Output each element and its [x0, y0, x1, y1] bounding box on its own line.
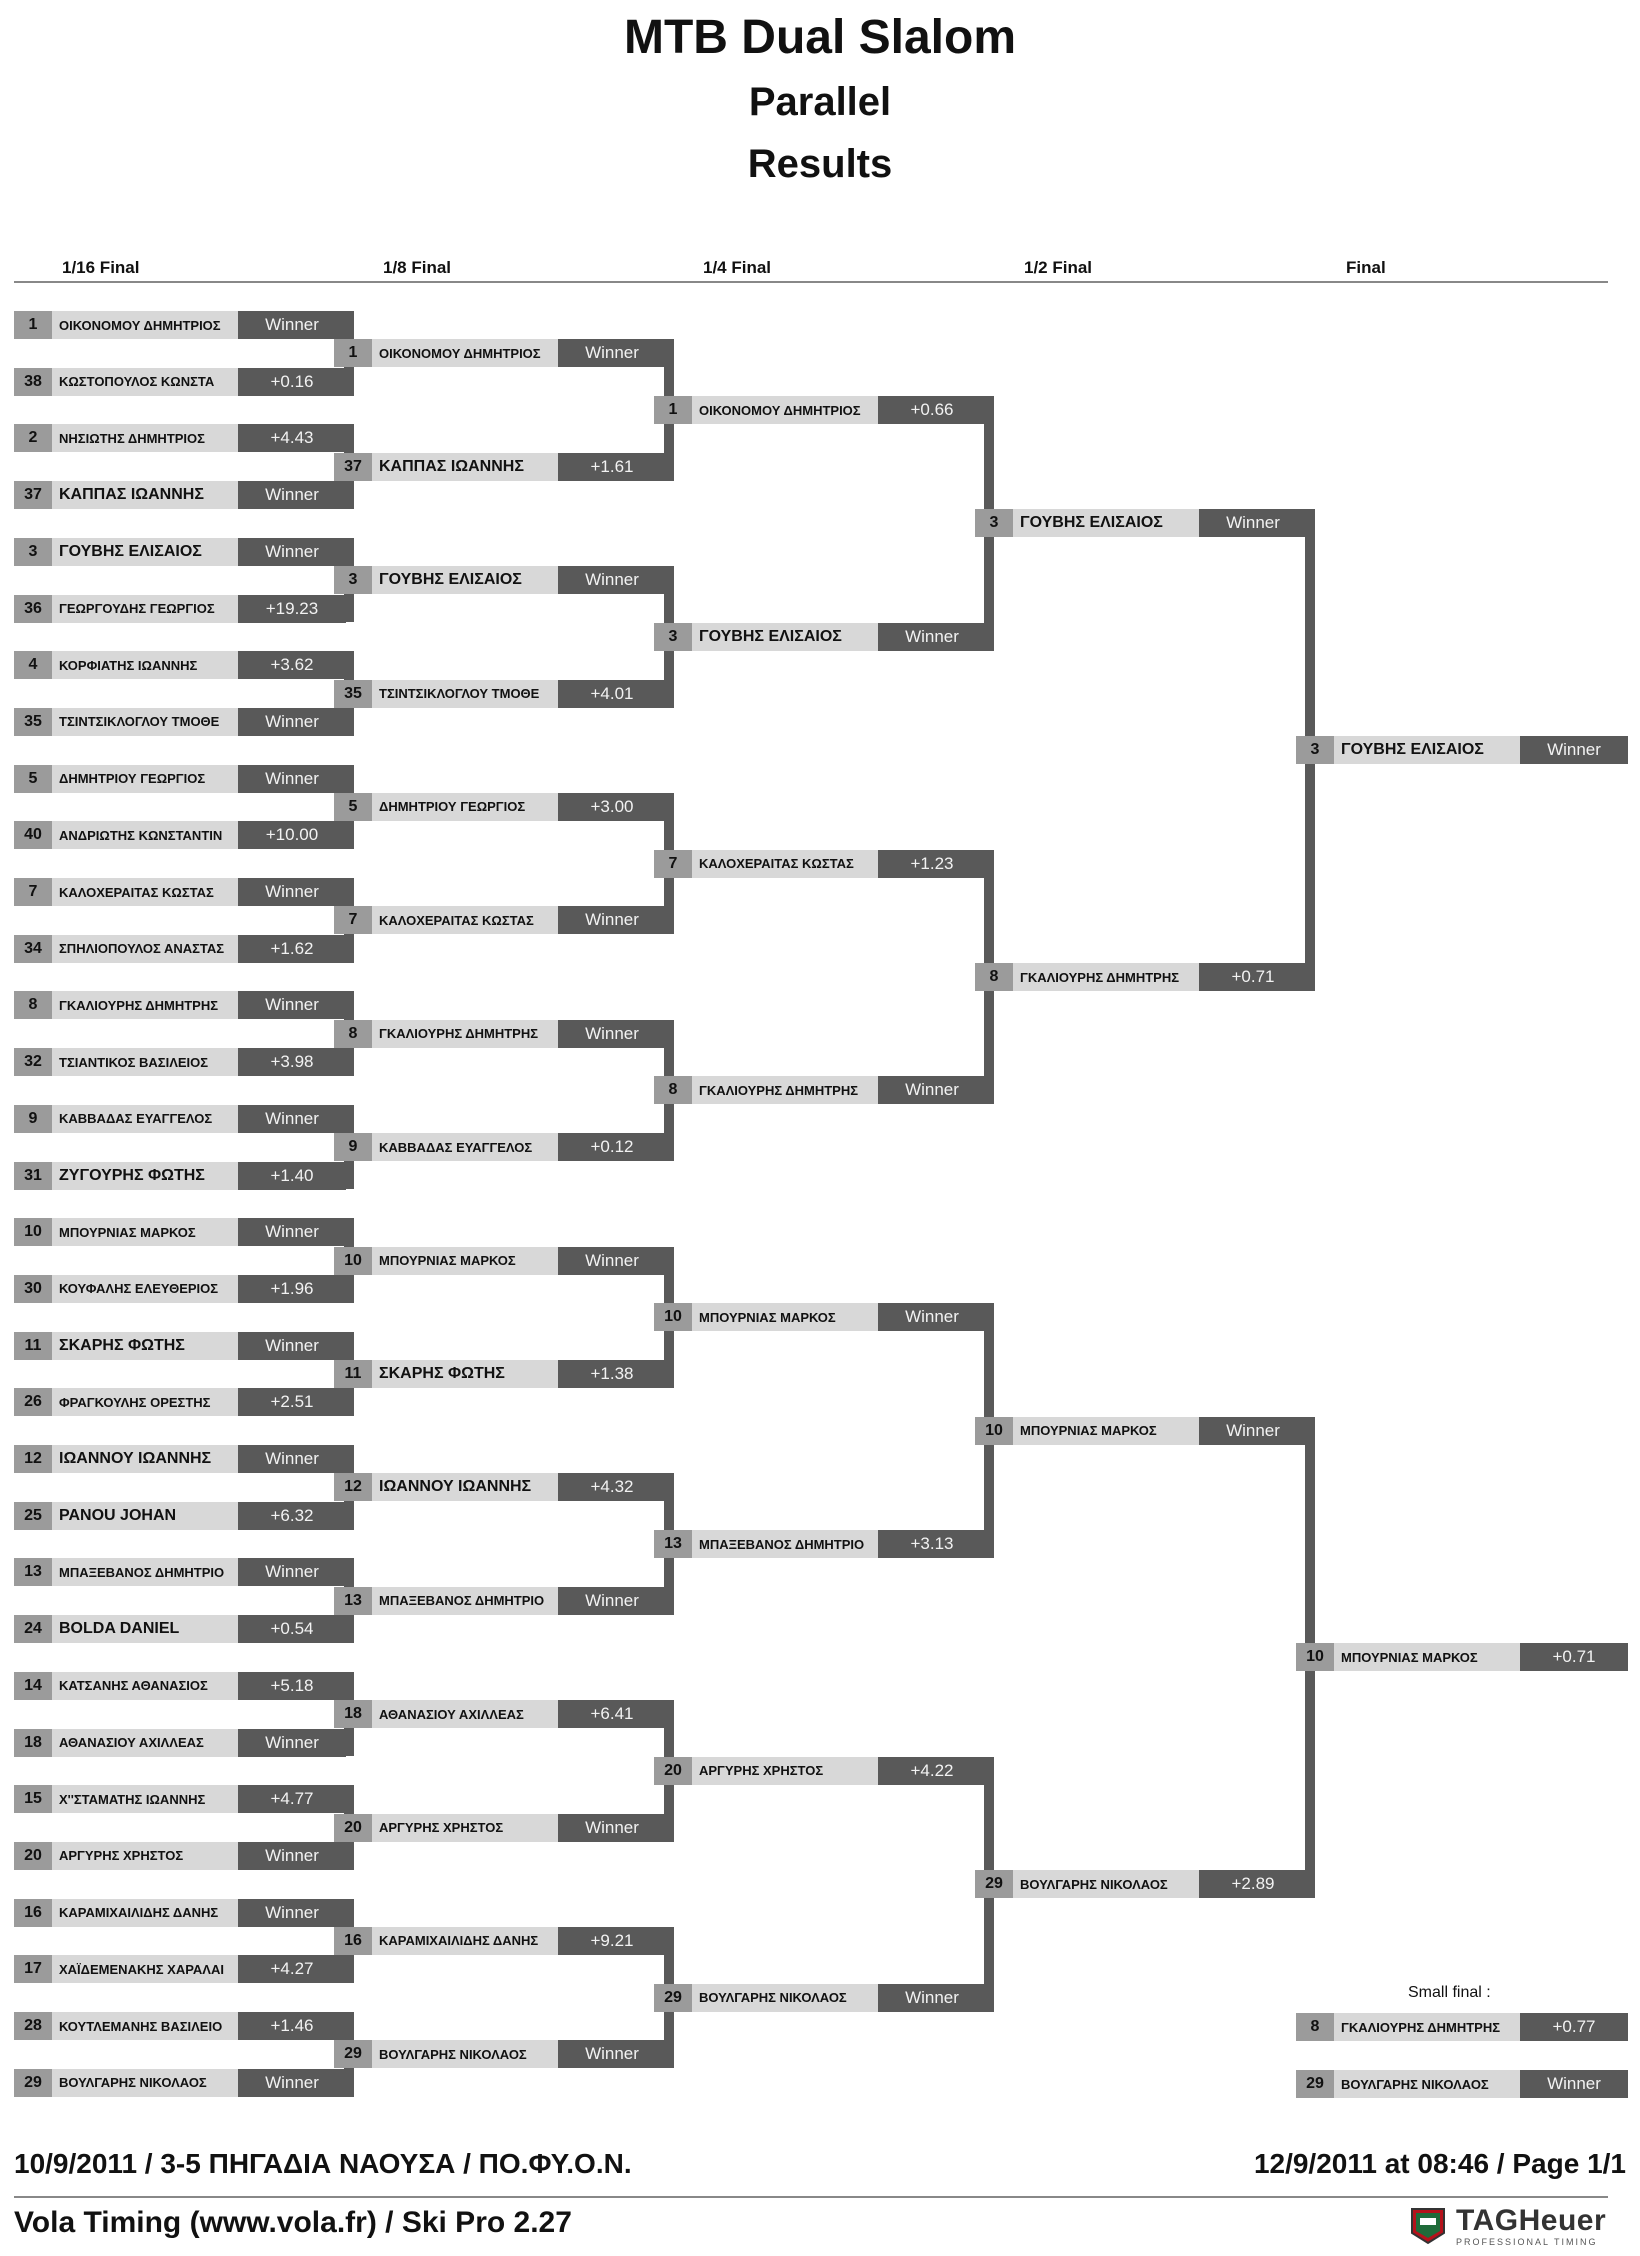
- bib-number: 5: [14, 765, 52, 793]
- race-result: Winner: [238, 2069, 346, 2097]
- race-result: Winner: [238, 1558, 346, 1586]
- bracket-entry-round-4: [975, 963, 1307, 991]
- race-result: Winner: [558, 566, 666, 594]
- race-result: +2.89: [1199, 1870, 1307, 1898]
- bib-number: 10: [1296, 1643, 1334, 1671]
- bib-number: 8: [14, 991, 52, 1019]
- tag-heuer-logo: [1410, 2204, 1628, 2248]
- bracket-entry-round-4: [975, 1417, 1307, 1445]
- round-label-1-4: 1/4 Final: [703, 258, 772, 277]
- software-credit: Vola Timing (www.vola.fr) / Ski Pro 2.27: [14, 2206, 572, 2239]
- rider-name: ΑΘΑΝΑΣΙΟΥ ΑΧΙΛΛΕΑΣ: [372, 1700, 558, 1728]
- bracket-entry-round-1: [14, 2069, 346, 2097]
- bib-number: 18: [334, 1700, 372, 1728]
- bib-number: 3: [334, 566, 372, 594]
- bracket-entry-round-2: [334, 1133, 666, 1161]
- bracket-entry-round-2: [334, 1247, 666, 1275]
- bracket-entry-round-3: [654, 1530, 986, 1558]
- bracket-entry-round-2: [334, 566, 666, 594]
- rider-name: ΤΣΙΝΤΣΙΚΛΟΓΛΟΥ ΤΜΟΘΕ: [372, 680, 558, 708]
- small-final-entry: [1296, 2013, 1628, 2041]
- rider-name: ΑΡΓΥΡΗΣ ΧΡΗΣΤΟΣ: [372, 1814, 558, 1842]
- bib-number: 24: [14, 1615, 52, 1643]
- race-result: +9.21: [558, 1927, 666, 1955]
- bracket-entry-round-2: [334, 1360, 666, 1388]
- race-result: +3.98: [238, 1048, 346, 1076]
- race-result: +4.77: [238, 1785, 346, 1813]
- bib-number: 20: [14, 1842, 52, 1870]
- rider-name: ΓΕΩΡΓΟΥΔΗΣ ΓΕΩΡΓΙΟΣ: [52, 595, 238, 623]
- bracket-entry-round-1: [14, 311, 346, 339]
- rider-name: ΓΟΥΒΗΣ ΕΛΙΣΑΙΟΣ: [1334, 736, 1520, 764]
- race-result: +3.62: [238, 651, 346, 679]
- bib-number: 10: [654, 1303, 692, 1331]
- rider-name: ΒΟΥΛΓΑΡΗΣ ΝΙΚΟΛΑΟΣ: [1013, 1870, 1199, 1898]
- race-result: +4.01: [558, 680, 666, 708]
- rider-name: ΓΚΑΛΙΟΥΡΗΣ ΔΗΜΗΤΡΗΣ: [1334, 2013, 1520, 2041]
- race-result: Winner: [238, 765, 346, 793]
- race-result: +2.51: [238, 1388, 346, 1416]
- race-result: +1.62: [238, 935, 346, 963]
- bracket-entry-round-1: [14, 481, 346, 509]
- bracket-entry-round-2: [334, 1020, 666, 1048]
- bracket-entry-round-1: [14, 1558, 346, 1586]
- footer-event-info: 10/9/2011 / 3-5 ΠΗΓΑΔΙΑ ΝΑΟΥΣΑ / ΠΟ.ΦΥ.Ο.Ν.: [14, 2148, 632, 2179]
- bib-number: 13: [654, 1530, 692, 1558]
- bib-number: 37: [334, 453, 372, 481]
- rider-name: ΣΚΑΡΗΣ ΦΩΤΗΣ: [372, 1360, 558, 1388]
- race-result: Winner: [558, 2040, 666, 2068]
- round-label-1-8: 1/8 Final: [383, 258, 452, 277]
- bracket-entry-round-1: [14, 878, 346, 906]
- round-label-1-2: 1/2 Final: [1024, 258, 1093, 277]
- bib-number: 29: [975, 1870, 1013, 1898]
- rider-name: ΚΟΡΦΙΑΤΗΣ ΙΩΑΝΝΗΣ: [52, 651, 238, 679]
- bib-number: 38: [14, 368, 52, 396]
- bracket-entry-round-1: [14, 1445, 346, 1473]
- rider-name: ΓΚΑΛΙΟΥΡΗΣ ΔΗΜΗΤΡΗΣ: [372, 1020, 558, 1048]
- bib-number: 29: [654, 1984, 692, 2012]
- bib-number: 36: [14, 595, 52, 623]
- rider-name: ΚΑΛΟΧΕΡΑΙΤΑΣ ΚΩΣΤΑΣ: [372, 906, 558, 934]
- bracket-entry-round-4: [975, 1870, 1307, 1898]
- bracket-entry-round-3: [654, 396, 986, 424]
- rider-name: ΙΩΑΝΝΟΥ ΙΩΑΝΝΗΣ: [372, 1473, 558, 1501]
- rider-name: ΜΠΑΞΕΒΑΝΟΣ ΔΗΜΗΤΡΙΟ: [52, 1558, 238, 1586]
- bracket-entry-round-3: [654, 623, 986, 651]
- round-label-1-16: 1/16 Final: [62, 258, 140, 277]
- bib-number: 9: [334, 1133, 372, 1161]
- rider-name: ΚΑΠΠΑΣ ΙΩΑΝΝΗΣ: [52, 481, 238, 509]
- race-result: +6.41: [558, 1700, 666, 1728]
- race-result: +1.23: [878, 850, 986, 878]
- bracket-entry-round-1: [14, 991, 346, 1019]
- race-result: +0.71: [1199, 963, 1307, 991]
- race-result: +19.23: [238, 595, 346, 623]
- bib-number: 8: [654, 1076, 692, 1104]
- bib-number: 12: [334, 1473, 372, 1501]
- bib-number: 9: [14, 1105, 52, 1133]
- race-result: +3.00: [558, 793, 666, 821]
- bracket-entry-round-1: [14, 1388, 346, 1416]
- rider-name: ΓΚΑΛΙΟΥΡΗΣ ΔΗΜΗΤΡΗΣ: [692, 1076, 878, 1104]
- race-result: Winner: [238, 1729, 346, 1757]
- bib-number: 32: [14, 1048, 52, 1076]
- bracket-entry-round-1: [14, 765, 346, 793]
- race-result: Winner: [1199, 509, 1307, 537]
- round-label-final: Final: [1346, 258, 1386, 277]
- rider-name: ΟΙΚΟΝΟΜΟΥ ΔΗΜΗΤΡΙΟΣ: [372, 339, 558, 367]
- bib-number: 13: [334, 1587, 372, 1615]
- rider-name: ΝΗΣΙΩΤΗΣ ΔΗΜΗΤΡΙΟΣ: [52, 424, 238, 452]
- race-result: Winner: [238, 538, 346, 566]
- rider-name: ΜΠΟΥΡΝΙΑΣ ΜΑΡΚΟΣ: [1013, 1417, 1199, 1445]
- race-result: Winner: [878, 1076, 986, 1104]
- bib-number: 20: [654, 1757, 692, 1785]
- bib-number: 7: [334, 906, 372, 934]
- race-result: Winner: [558, 1247, 666, 1275]
- bib-number: 8: [334, 1020, 372, 1048]
- rider-name: ΟΙΚΟΝΟΜΟΥ ΔΗΜΗΤΡΙΟΣ: [52, 311, 238, 339]
- race-result: Winner: [558, 1020, 666, 1048]
- race-result: +0.54: [238, 1615, 346, 1643]
- race-result: Winner: [558, 339, 666, 367]
- bracket-entry-round-1: [14, 368, 346, 396]
- race-result: +4.32: [558, 1473, 666, 1501]
- bracket-entry-round-1: [14, 821, 346, 849]
- race-result: Winner: [238, 311, 346, 339]
- bracket-entry-round-4: [975, 509, 1307, 537]
- bib-number: 26: [14, 1388, 52, 1416]
- race-result: +0.12: [558, 1133, 666, 1161]
- bib-number: 3: [975, 509, 1013, 537]
- race-result: Winner: [1520, 2070, 1628, 2098]
- rider-name: PANOU JOHAN: [52, 1502, 238, 1530]
- rider-name: ΒΟΥΛΓΑΡΗΣ ΝΙΚΟΛΑΟΣ: [372, 2040, 558, 2068]
- bracket-entry-round-1: [14, 1672, 346, 1700]
- rider-name: ΑΝΔΡΙΩΤΗΣ ΚΩΝΣΤΑΝΤΙΝ: [52, 821, 238, 849]
- bracket-entry-round-3: [654, 1076, 986, 1104]
- race-result: +4.43: [238, 424, 346, 452]
- rider-name: ΔΗΜΗΤΡΙΟΥ ΓΕΩΡΓΙΟΣ: [52, 765, 238, 793]
- bib-number: 14: [14, 1672, 52, 1700]
- bracket-entry-round-1: [14, 1162, 346, 1190]
- bib-number: 10: [334, 1247, 372, 1275]
- rider-name: ΜΠΑΞΕΒΑΝΟΣ ΔΗΜΗΤΡΙΟ: [692, 1530, 878, 1558]
- page-subtitle: Parallel: [748, 80, 892, 124]
- race-result: Winner: [238, 878, 346, 906]
- bib-number: 3: [1296, 736, 1334, 764]
- race-result: Winner: [558, 1587, 666, 1615]
- race-result: +4.22: [878, 1757, 986, 1785]
- rider-name: ΚΑΒΒΑΔΑΣ ΕΥΑΓΓΕΛΟΣ: [372, 1133, 558, 1161]
- rider-name: ΚΑΡΑΜΙΧΑΙΛΙΔΗΣ ΔΑΝΗΣ: [372, 1927, 558, 1955]
- race-result: +1.46: [238, 2012, 346, 2040]
- race-result: Winner: [878, 1303, 986, 1331]
- small-final-label: Small final :: [1408, 1984, 1491, 2001]
- logo-subtitle: PROFESSIONAL TIMING: [1456, 2236, 1598, 2247]
- rider-name: ΙΩΑΝΝΟΥ ΙΩΑΝΝΗΣ: [52, 1445, 238, 1473]
- logo-wordmark: TAGHeuer: [1456, 2203, 1607, 2237]
- race-result: Winner: [238, 1842, 346, 1870]
- race-result: +6.32: [238, 1502, 346, 1530]
- bib-number: 20: [334, 1814, 372, 1842]
- bib-number: 8: [975, 963, 1013, 991]
- race-result: Winner: [878, 623, 986, 651]
- bracket-entry-round-1: [14, 1048, 346, 1076]
- race-result: Winner: [238, 708, 346, 736]
- race-result: Winner: [238, 1332, 346, 1360]
- rider-name: ΒΟΥΛΓΑΡΗΣ ΝΙΚΟΛΑΟΣ: [52, 2069, 238, 2097]
- race-result: +4.27: [238, 1955, 346, 1983]
- header-divider: [14, 281, 1608, 283]
- bib-number: 34: [14, 935, 52, 963]
- bracket-entry-round-1: [14, 1275, 346, 1303]
- bib-number: 40: [14, 821, 52, 849]
- bib-number: 11: [334, 1360, 372, 1388]
- rider-name: ΓΚΑΛΙΟΥΡΗΣ ΔΗΜΗΤΡΗΣ: [52, 991, 238, 1019]
- rider-name: BOLDA DANIEL: [52, 1615, 238, 1643]
- rider-name: ΑΡΓΥΡΗΣ ΧΡΗΣΤΟΣ: [52, 1842, 238, 1870]
- race-result: Winner: [238, 1445, 346, 1473]
- rider-name: ΓΟΥΒΗΣ ΕΛΙΣΑΙΟΣ: [1013, 509, 1199, 537]
- bib-number: 1: [654, 396, 692, 424]
- footer-divider: [14, 2196, 1608, 2198]
- bracket-entry-round-1: [14, 651, 346, 679]
- rider-name: ΑΡΓΥΡΗΣ ΧΡΗΣΤΟΣ: [692, 1757, 878, 1785]
- rider-name: ΦΡΑΓΚΟΥΛΗΣ ΟΡΕΣΤΗΣ: [52, 1388, 238, 1416]
- rider-name: ΚΑΒΒΑΔΑΣ ΕΥΑΓΓΕΛΟΣ: [52, 1105, 238, 1133]
- bib-number: 29: [14, 2069, 52, 2097]
- race-result: +5.18: [238, 1672, 346, 1700]
- page-title: MTB Dual Slalom: [623, 11, 1017, 64]
- bib-number: 28: [14, 2012, 52, 2040]
- bib-number: 10: [14, 1218, 52, 1246]
- race-result: Winner: [878, 1984, 986, 2012]
- bib-number: 5: [334, 793, 372, 821]
- bib-number: 30: [14, 1275, 52, 1303]
- rider-name: ΧΑΪΔΕΜΕΝΑΚΗΣ ΧΑΡΑΛΑΙ: [52, 1955, 238, 1983]
- small-final-entry: [1296, 2070, 1628, 2098]
- bracket-entry-round-1: [14, 2012, 346, 2040]
- race-result: Winner: [558, 1814, 666, 1842]
- bib-number: 31: [14, 1162, 52, 1190]
- bib-number: 7: [654, 850, 692, 878]
- bracket-entry-round-3: [654, 1757, 986, 1785]
- bib-number: 4: [14, 651, 52, 679]
- rider-name: ΚΑΠΠΑΣ ΙΩΑΝΝΗΣ: [372, 453, 558, 481]
- bracket-entry-round-2: [334, 339, 666, 367]
- bib-number: 16: [334, 1927, 372, 1955]
- bracket-entry-round-1: [14, 1615, 346, 1643]
- bracket-entry-round-1: [14, 1218, 346, 1246]
- bracket-entry-round-1: [14, 708, 346, 736]
- rider-name: ΣΠΗΛΙΟΠΟΥΛΟΣ ΑΝΑΣΤΑΣ: [52, 935, 238, 963]
- rider-name: ΚΩΣΤΟΠΟΥΛΟΣ ΚΩΝΣΤΑ: [52, 368, 238, 396]
- race-result: Winner: [1520, 736, 1628, 764]
- bib-number: 17: [14, 1955, 52, 1983]
- rider-name: ΜΠΟΥΡΝΙΑΣ ΜΑΡΚΟΣ: [372, 1247, 558, 1275]
- bracket-entry-round-2: [334, 1700, 666, 1728]
- bracket-entry-round-2: [334, 680, 666, 708]
- rider-name: ΚΟΥΦΑΛΗΣ ΕΛΕΥΘΕΡΙΟΣ: [52, 1275, 238, 1303]
- race-result: Winner: [238, 1218, 346, 1246]
- footer-print-info: 12/9/2011 at 08:46 / Page 1/1: [1253, 2148, 1626, 2179]
- bracket-entry-round-1: [14, 1842, 346, 1870]
- bracket-entry-round-3: [654, 1303, 986, 1331]
- bib-number: 15: [14, 1785, 52, 1813]
- bracket-entry-round-1: [14, 1785, 346, 1813]
- bracket-entry-round-2: [334, 1927, 666, 1955]
- bib-number: 29: [1296, 2070, 1334, 2098]
- rider-name: ΓΟΥΒΗΣ ΕΛΙΣΑΙΟΣ: [52, 538, 238, 566]
- tag-heuer-shield-icon: [1410, 2207, 1446, 2245]
- race-result: +0.66: [878, 396, 986, 424]
- bracket-entry-round-5: [1296, 736, 1628, 764]
- race-result: Winner: [238, 991, 346, 1019]
- bracket-entry-round-2: [334, 1814, 666, 1842]
- bracket-entry-round-3: [654, 850, 986, 878]
- race-result: Winner: [558, 906, 666, 934]
- bib-number: 3: [14, 538, 52, 566]
- bracket-entry-round-3: [654, 1984, 986, 2012]
- rider-name: ΜΠΑΞΕΒΑΝΟΣ ΔΗΜΗΤΡΙΟ: [372, 1587, 558, 1615]
- bracket-entry-round-1: [14, 424, 346, 452]
- rider-name: ΣΚΑΡΗΣ ΦΩΤΗΣ: [52, 1332, 238, 1360]
- race-result: Winner: [238, 481, 346, 509]
- rider-name: Χ''ΣΤΑΜΑΤΗΣ ΙΩΑΝΝΗΣ: [52, 1785, 238, 1813]
- bracket-entry-round-1: [14, 1105, 346, 1133]
- rider-name: ΟΙΚΟΝΟΜΟΥ ΔΗΜΗΤΡΙΟΣ: [692, 396, 878, 424]
- race-result: Winner: [1199, 1417, 1307, 1445]
- rider-name: ΚΑΛΟΧΕΡΑΙΤΑΣ ΚΩΣΤΑΣ: [52, 878, 238, 906]
- bracket-entry-round-5: [1296, 1643, 1628, 1671]
- bracket-entry-round-1: [14, 1729, 346, 1757]
- bib-number: 25: [14, 1502, 52, 1530]
- bib-number: 12: [14, 1445, 52, 1473]
- bib-number: 10: [975, 1417, 1013, 1445]
- rider-name: ΜΠΟΥΡΝΙΑΣ ΜΑΡΚΟΣ: [692, 1303, 878, 1331]
- rider-name: ΚΑΡΑΜΙΧΑΙΛΙΔΗΣ ΔΑΝΗΣ: [52, 1899, 238, 1927]
- page-section: Results: [747, 142, 893, 186]
- rider-name: ΚΟΥΤΛΕΜΑΝΗΣ ΒΑΣΙΛΕΙΟ: [52, 2012, 238, 2040]
- bracket-entry-round-1: [14, 1955, 346, 1983]
- race-result: Winner: [238, 1899, 346, 1927]
- bracket-entry-round-2: [334, 906, 666, 934]
- race-result: +1.40: [238, 1162, 346, 1190]
- rider-name: ΓΟΥΒΗΣ ΕΛΙΣΑΙΟΣ: [692, 623, 878, 651]
- rider-name: ΤΣΙΑΝΤΙΚΟΣ ΒΑΣΙΛΕΙΟΣ: [52, 1048, 238, 1076]
- bracket-entry-round-1: [14, 935, 346, 963]
- bib-number: 35: [334, 680, 372, 708]
- race-result: +1.96: [238, 1275, 346, 1303]
- bracket-entry-round-2: [334, 2040, 666, 2068]
- rider-name: ΜΠΟΥΡΝΙΑΣ ΜΑΡΚΟΣ: [1334, 1643, 1520, 1671]
- rider-name: ΖΥΓΟΥΡΗΣ ΦΩΤΗΣ: [52, 1162, 238, 1190]
- bracket-entry-round-1: [14, 1332, 346, 1360]
- bracket-entry-round-2: [334, 1473, 666, 1501]
- race-result: Winner: [238, 1105, 346, 1133]
- bracket-entry-round-1: [14, 595, 346, 623]
- race-result: +1.38: [558, 1360, 666, 1388]
- bib-number: 18: [14, 1729, 52, 1757]
- rider-name: ΔΗΜΗΤΡΙΟΥ ΓΕΩΡΓΙΟΣ: [372, 793, 558, 821]
- bib-number: 11: [14, 1332, 52, 1360]
- bracket-entry-round-1: [14, 538, 346, 566]
- rider-name: ΒΟΥΛΓΑΡΗΣ ΝΙΚΟΛΑΟΣ: [692, 1984, 878, 2012]
- race-result: +0.77: [1520, 2013, 1628, 2041]
- bracket-entry-round-1: [14, 1502, 346, 1530]
- race-result: +10.00: [238, 821, 346, 849]
- bib-number: 35: [14, 708, 52, 736]
- bib-number: 16: [14, 1899, 52, 1927]
- rider-name: ΒΟΥΛΓΑΡΗΣ ΝΙΚΟΛΑΟΣ: [1334, 2070, 1520, 2098]
- race-result: +0.71: [1520, 1643, 1628, 1671]
- bib-number: 2: [14, 424, 52, 452]
- race-result: +0.16: [238, 368, 346, 396]
- bib-number: 7: [14, 878, 52, 906]
- bib-number: 13: [14, 1558, 52, 1586]
- bracket-entry-round-1: [14, 1899, 346, 1927]
- bib-number: 1: [334, 339, 372, 367]
- bib-number: 37: [14, 481, 52, 509]
- rider-name: ΜΠΟΥΡΝΙΑΣ ΜΑΡΚΟΣ: [52, 1218, 238, 1246]
- bib-number: 3: [654, 623, 692, 651]
- bracket-entry-round-2: [334, 793, 666, 821]
- bracket-entry-round-2: [334, 1587, 666, 1615]
- rider-name: ΑΘΑΝΑΣΙΟΥ ΑΧΙΛΛΕΑΣ: [52, 1729, 238, 1757]
- rider-name: ΓΟΥΒΗΣ ΕΛΙΣΑΙΟΣ: [372, 566, 558, 594]
- bib-number: 1: [14, 311, 52, 339]
- bib-number: 8: [1296, 2013, 1334, 2041]
- rider-name: ΓΚΑΛΙΟΥΡΗΣ ΔΗΜΗΤΡΗΣ: [1013, 963, 1199, 991]
- bracket-entry-round-2: [334, 453, 666, 481]
- race-result: +1.61: [558, 453, 666, 481]
- rider-name: ΤΣΙΝΤΣΙΚΛΟΓΛΟΥ ΤΜΟΘΕ: [52, 708, 238, 736]
- rider-name: ΚΑΛΟΧΕΡΑΙΤΑΣ ΚΩΣΤΑΣ: [692, 850, 878, 878]
- race-result: +3.13: [878, 1530, 986, 1558]
- rider-name: ΚΑΤΣΑΝΗΣ ΑΘΑΝΑΣΙΟΣ: [52, 1672, 238, 1700]
- bib-number: 29: [334, 2040, 372, 2068]
